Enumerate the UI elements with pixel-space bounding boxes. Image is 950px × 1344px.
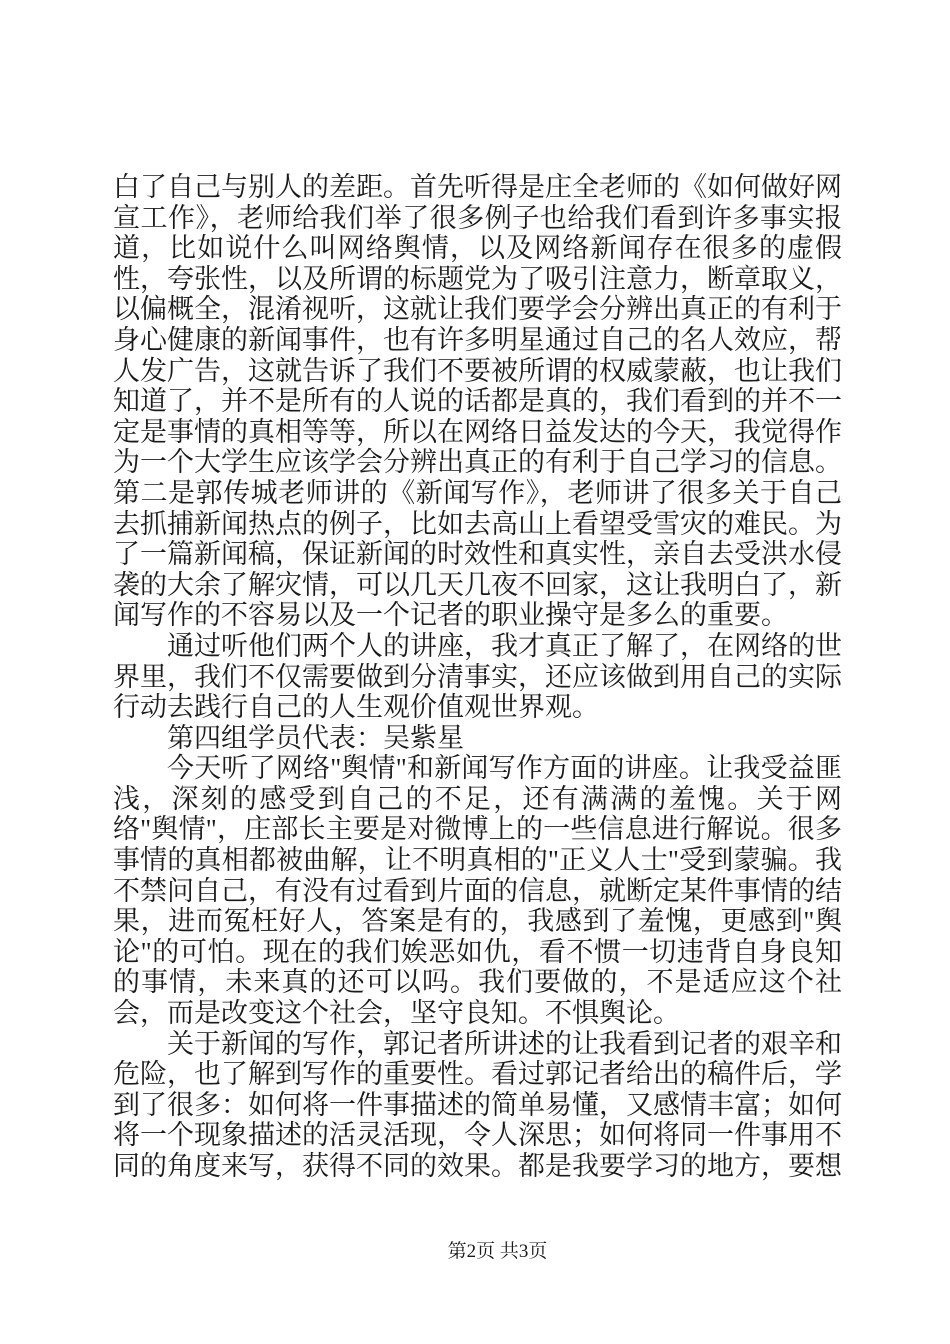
page-number-indicator: 第2页 共3页 <box>447 1241 548 1262</box>
document-body <box>113 172 842 1182</box>
paragraph-summary: 通过听他们两个人的讲座，我才真正了解了，在网络的世界里，我们不仅需要做到分清事实，还应该做到用自己的实际行动去践行自己的人生观价值观世界观。 <box>113 630 842 723</box>
paragraph-reflection-opinion: 今天听了网络"舆情"和新闻写作方面的讲座。让我受益匪浅，深刻的感受到自己的不足，还有满满的羞愧。关于网络"舆情"，庄部长主要是对微博上的一些信息进行解说。很多事情的真相都被曲解，让不明真相的"正义人士"受到蒙骗。我不禁问自己，有没有过看到片面的信息，就断定某件事情的结果，进而冤枉好人，答案是有的，我感到了羞愧，更感到"舆论"的可怕。现在的我们娭恶如仇，看不惯一切违背自身良知的事情，未来真的还可以吗。我们要做的，不是适应这个社会，而是改变这个社会，坚守良知。不惧舆论。 <box>113 753 842 1029</box>
paragraph-continuation: 白了自己与别人的差距。首先听得是庄全老师的《如何做好网宣工作》，老师给我们举了很多例子也给我们看到许多事实报道，比如说什么叫网络舆情，以及网络新闻存在很多的虚假性，夸张性，以及所谓的标题党为了吸引注意力，断章取义，以偏概全，混淆视听，这就让我们要学会分辨出真正的有利于身心健康的新闻事件，也有许多明星通过自己的名人效应，帮人发广告，这就告诉了我们不要被所谓的权威蒙蔽，也让我们知道了，并不是所有的人说的话都是真的，我们看到的并不一定是事情的真相等等，所以在网络日益发达的今天，我觉得作为一个大学生应该学会分辨出真正的有利于自己学习的信息。第二是郭传城老师讲的《新闻写作》，老师讲了很多关于自己去抓捕新闻热点的例子，比如去高山上看望受雪灾的难民。为了一篇新闻稿，保证新闻的时效性和真实性，亲自去受洪水侵袭的大余了解灾情，可以几天几夜不回家，这让我明白了，新闻写作的不容易以及一个记者的职业操守是多么的重要。 <box>113 172 842 631</box>
page-footer <box>0 1241 950 1263</box>
paragraph-reflection-writing: 关于新闻的写作，郭记者所讲述的让我看到记者的艰辛和危险，也了解到写作的重要性。看过郭记者给出的稿件后，学到了很多：如何将一件事描述的简单易懂，又感情丰富；如何将一个现象描述的活灵活现，令人深思；如何将同一件事用不同的角度来写，获得不同的效果。都是我要学习的地方，要想 <box>113 1028 842 1181</box>
paragraph-group-representative: 第四组学员代表：吴紫星 <box>167 722 464 753</box>
